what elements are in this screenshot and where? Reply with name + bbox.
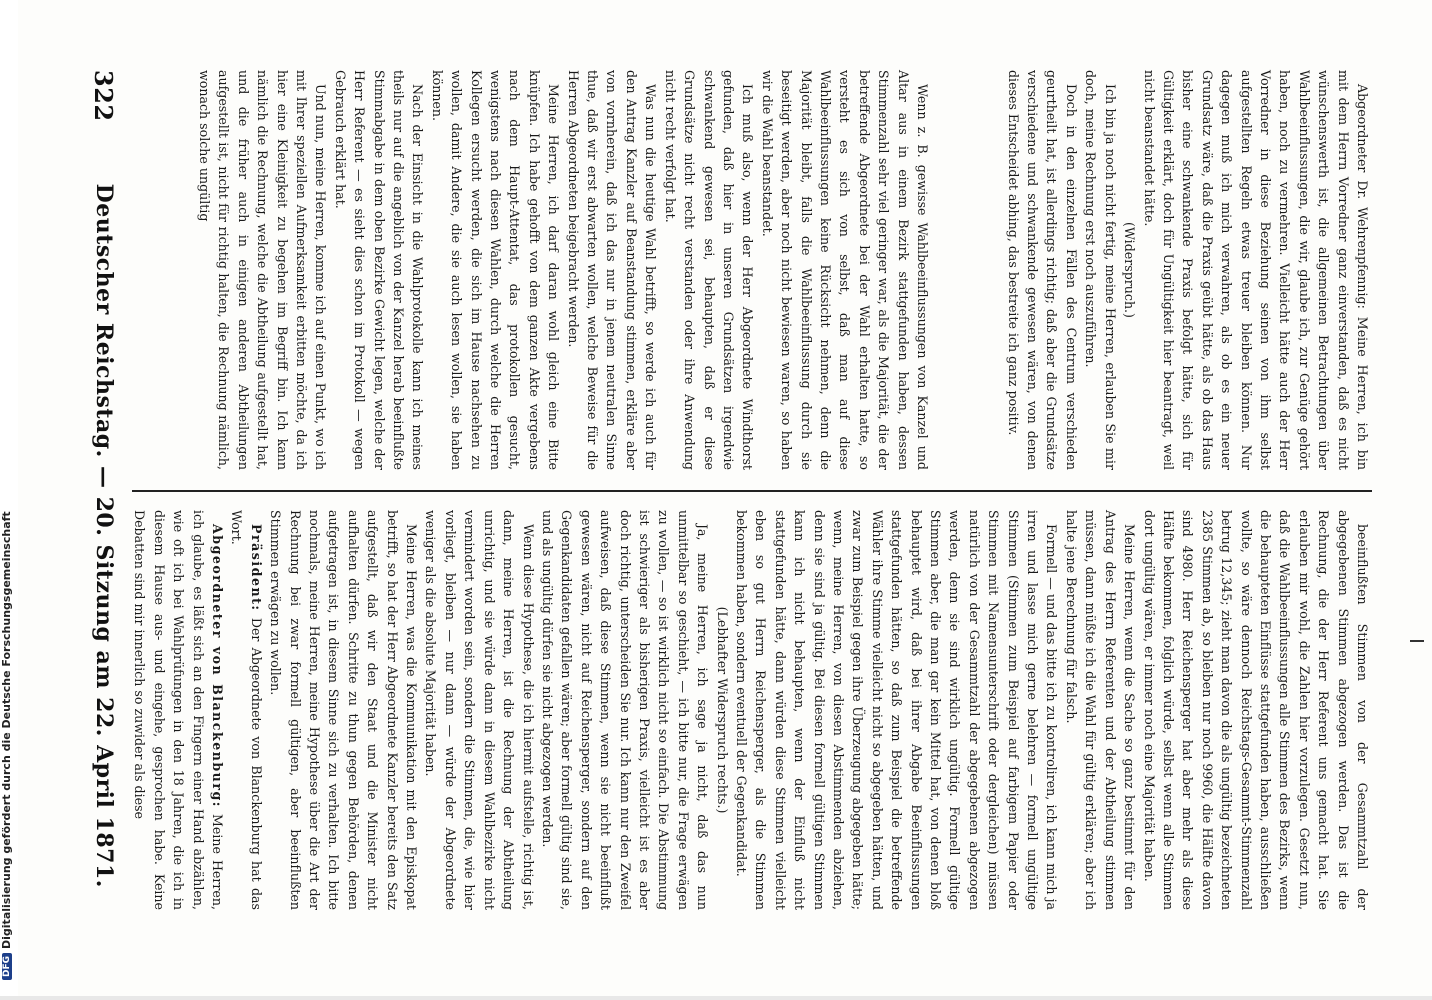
- dfg-logo: DFG: [2, 953, 12, 980]
- right-column: [132, 510, 1372, 910]
- bottom-scan-edge: [0, 996, 1432, 1000]
- left-column-top: [952, 70, 1372, 470]
- paragraph: beeinflußten Stimmen von der Gesammtzahl der abgegebenen Stimmen abgezogen werden. Das ist die Rechnung, die der Herr Referent uns gemacht hat. Sie erlauben mir wohl, die Zahlen hier vorzulegen. Gesetzt nun, daß die Wahlbeeinflussungen alle Stimmen des Bezirks, wenn die behaupteten Einflüsse stattgefunden haben, ausschließen wollte, so wäre dennoch Reichstags-Gesammt-Stimmenzahl betrug 12,345; zieht man davon die als ungültig bezeichneten 2385 Stimmen ab, so bleiben nur noch 9960, die Hälfte davon sind 4980. Herr Reichensperger hat aber mehr als diese Hälfte bekommen, folglich würde, selbst wenn alle Stimmen dort ungültig wären, er immer noch eine Majorität haben.: [1141, 510, 1370, 910]
- paragraph: Was nun die heutige Wahl betrifft, so werde ich auch für den Antrag Kanzler auf Beanstandung stimmen, erkläre aber von vornherein, daß ich das nur in jenem neutralen Sinne thue, daß wir erst abwarten wollen, welche Beweise für die Herren Abgeordneten beigebracht werden.: [565, 70, 659, 470]
- left-column-bottom: [132, 70, 932, 470]
- paragraph: Ja, meine Herren, ich sage ja nicht, daß das nun unmittelbar so geschieht, — ich bitte nur, die Frage erwägen zu wollen, — so ist wirklich nicht so einfach. Die Abstimmung ist schwieriger als bisherigen Praxis, vielleicht ist es aber doch richtig, unterscheiden Sie nur. Ich kann nur den Zweifel aufweisen, daß diese Stimmen, wenn sie nicht beeinflußt gewesen wären, nicht auf Reichensperger, sondern auf den Gegenkandidaten gefallen wären; aber formell gültig sind sie, und als ungültig dürfen sie nicht abgezogen werden.: [539, 510, 711, 910]
- speaker-name: Abgeordneter von Blanckenburg:: [210, 524, 226, 808]
- credit-text: Digitalisierung gefördert durch die Deutsche Forschungsgemeinschaft: [0, 511, 13, 949]
- paragraph: Wenn z. B. gewisse Wahlbeeinflussungen von Kanzel und Altar aus in einem Bezirk stattgefunden haben, dessen Stimmenzahl sehr viel geringer war, als die Majorität, die der betreffende Abgeordnete bei der Wahl erhalten hatte, so versteht es sich von selbst, daß man auf diese Wahlbeeinflussungen keine Rücksicht nehmen, denn die Majorität bleibt, falls die Wahlbeeinflussung durch sie beseitigt werden, aber noch nicht bewiesen waren, so haben wir die Wahl beanstandet.: [759, 70, 930, 470]
- speech-text: Meine Herren, ich glaube, es läßt sich an den Fingern einer Hand abzählen, wie oft ich bei Wahlprüfungen in den 18 Jahren, die ich in diesem Hause aus- und eingehe, gesprochen habe. Keine Debatten sind mir innerlich so zuwider als diese: [132, 510, 226, 910]
- paragraph: Abgeordneter Dr. Wehrenpfennig: Meine Herren, ich bin mit dem Herrn Vorredner ganz einverstanden, daß es nicht wünschenswerth ist, die allgemeinen Betrachtungen über Wahlbeeinflussungen, die wir, glaube ich, zur Genüge gehört haben, noch zu vermehren. Vielleicht hätte auch der Herr Vorredner in diese Beziehung seinen von ihm selbst aufgestellten Regeln etwas treuer bleiben können. Nur dagegen muß ich mich verwahren, als ob es ein neuer Grundsatz wäre, daß die Praxis geübt hätte, als ob das Haus bisher eine schwankende Praxis befolgt hätte, sich für Gültigkeit erklärt, doch für Ungültigkeit hier beantragt, weil nicht beanstandet hätte.: [1141, 70, 1370, 470]
- paragraph: Doch in den einzelnen Fällen des Centrum verschieden geurtheilt hat, ist allerdings richtig; daß aber die Grundsätze verschiedene und schwankende gewesen wären, von denen dieses Entscheidet abhing, das bestreite ich ganz positiv.: [1005, 70, 1079, 470]
- president-paragraph: [227, 510, 266, 910]
- paragraph: Ich muß also, wenn der Herr Abgeordnete Windthorst gefunden, daß hier in unseren Grundsätzen irgendwie schwankend gewesen sei, behaupten, daß er diese Grundsätze nicht recht verstanden oder ihre Anwendung nicht recht verfolgt hat.: [662, 70, 756, 470]
- paragraph: Formell — und das bitte ich zu kontroliren, ich kann mich ja irren und lasse mich gerne belehren — formell ungültige Stimmen (Stimmen zum Beispiel auf farbigem Papier oder Stimmen mit Namensunterschrift oder dergleichen) müssen natürlich von der Gesammtzahl der abgegebenen abgezogen werden, denn sie sind wirklich ungültig. Formell gültige Stimmen aber, die man gar kein Mittel hat, von denen bloß behauptet wird, daß bei ihrer Abgabe Beeinflussungen stattgefunden hätten, so daß zum Beispiel die betreffende Wähler ihre Stimme vielleicht nicht so abgegeben hätten, und zwar zum Beispiel gegen ihre Überzeugung abgegeben hätte; wenn, meine Herren, von diesen Abstimmenden abziehen, denn sie sind ja gültig. Bei diesen formell gültigen Stimmen kann ich nicht behaupten, wenn der Einfluß nicht stattgefunden hätte, dann würden diese Stimmen vielleicht eben so gut Herrn Reichensperger, als die Stimmen bekommen haben, sondern eventuell der Gegenkandidat.: [734, 510, 1060, 910]
- paragraph: Meine Herren, was die Kommunikation mit den Episkopat betrifft, so hat der Herr Abgeordnete Kanzler bereits den Satz aufgestellt, daß wir den Staat und die Minister nicht aufhalten dürfen. Schritte zu thun gegen Behörden, denen aufgetragen ist, in diesem Sinne sich zu verhalten. Ich bitte nochmals, meine Herren, meine Hypothese über die Art der Rechnung bei zwar formell gültigen, aber beeinflußten Stimmen erwägen zu wollen.: [268, 510, 420, 910]
- page-number: 322: [89, 70, 119, 122]
- paragraph: Meine Herren, ich darf daran wohl gleich eine Bitte knüpfen. Ich habe gehofft von dem ganzen Akte vergebens nach dem Haupt-Attentat, das protokollen gesucht, wenigstens nach diesen Wahlen, durch welche die Herren Kollegen ersucht werden, die sich im Hause nachsehen zu wollen, damit Andere, die sie auch lesen wollen, sie haben können.: [429, 70, 562, 470]
- paragraph: Wenn diese Hypothese, die ich hiermit aufstelle, richtig ist, dann, meine Herren, ist die Rechnung der Abtheilung unrichtig, und sie würde dann in diesem Wahlbezirke nicht vermindert worden sein, sondern die Stimmen, die, wie hier vorliegt, bleiben — nur dann — würde der Abgeordnete weniger als die absolute Majorität haben.: [423, 510, 536, 910]
- interjection: (Widerspruch.): [1122, 222, 1138, 318]
- paragraph: Nach der Einsicht in die Wahlprotokolle kann ich meines theils nur auf die angeblich von der Kanzel herab beeinflußte Stimmabgabe in dem oben Bezirke Gewicht legen, welche der Herr Referent — es sieht dies schon im Protokoll — wegen Gebrauch erklärt hat.: [332, 70, 426, 470]
- column-divider: [132, 490, 1372, 492]
- interjection: (Lebhafter Widerspruch rechts.): [714, 606, 730, 814]
- paragraph: Ich bin ja noch nicht fertig, meine Herren, erlauben Sie mir doch, meine Rechnung erst noch auszuführen.: [1083, 70, 1118, 470]
- paragraph: Meine Herren, wenn die Sache so ganz bestimmt für den Antrag des Herrn Referenten und der Abtheilung stimmen müssen, dann müßte ich die Wahl für gültig erklären; aber ich halte jene Berechnung für falsch.: [1063, 510, 1138, 910]
- speech-paragraph: [130, 510, 227, 910]
- page-header: [84, 70, 124, 950]
- paragraph: Und nun, meine Herren, komme ich auf einen Punkt, wo ich mit Ihrer speziellen Aufmerksamkeit erbitten möchte, da ich hier eine Kleinigkeit zu begehen im Begriff bin. Ich kann nämlich die Rechnung, welche die Abtheilung aufgestellt hat, und die früher auch in einigen anderen Abtheilungen aufgestellt ist, nicht für richtig halten, die Rechnung nämlich, wonach solche ungültig: [196, 70, 329, 470]
- speaker-name: Präsident:: [248, 524, 264, 612]
- running-title: Deutscher Reichstag. — 20. Sitzung am 22. April 1871.: [91, 183, 117, 888]
- speech-text: Der Abgeordnete von Blanckenburg hat das Wort.: [229, 510, 264, 910]
